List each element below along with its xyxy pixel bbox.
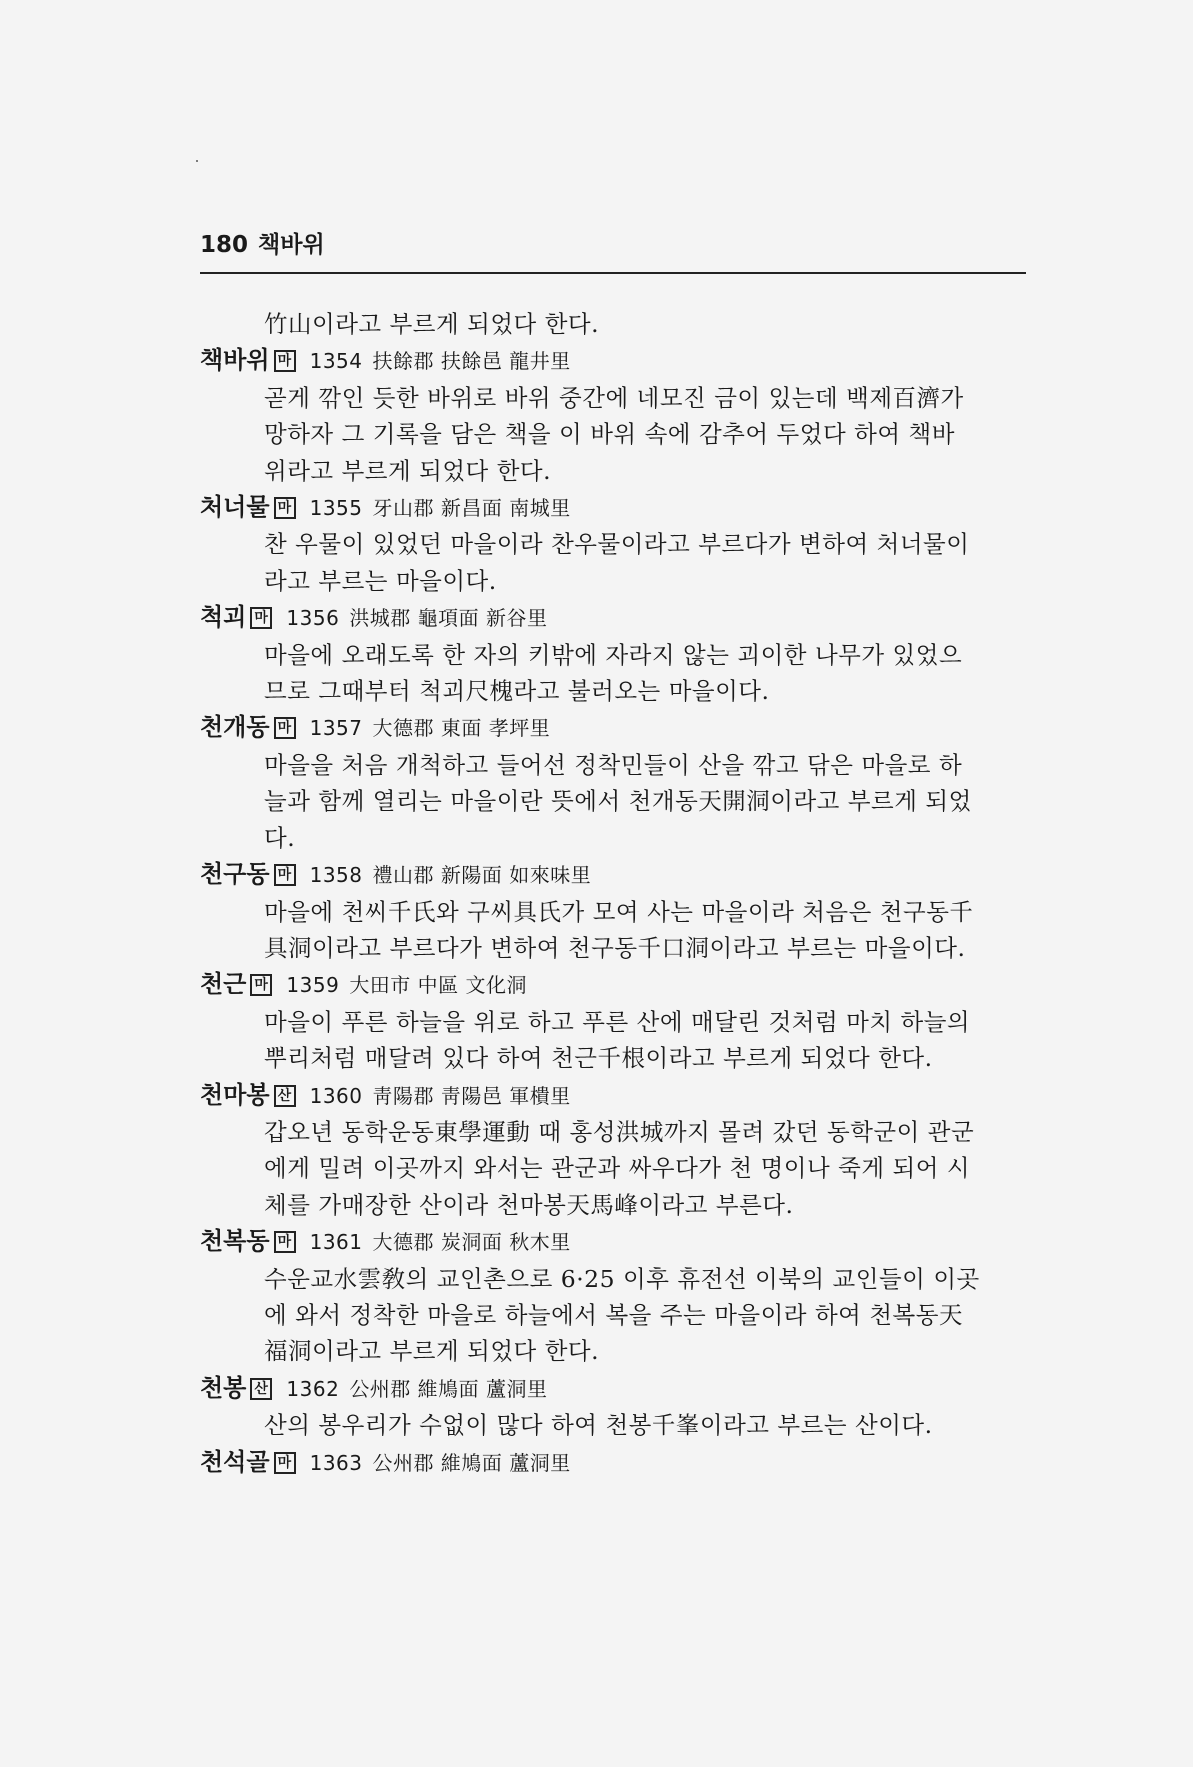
entry-number: 1358	[309, 863, 363, 888]
entry-headword: 처너물	[200, 493, 270, 522]
dictionary-entry	[200, 599, 1040, 709]
entry-number: 1360	[309, 1083, 363, 1108]
entry-heading-line	[200, 1223, 1040, 1260]
entry-number: 1355	[309, 496, 363, 521]
entry-type-tag: 마	[250, 607, 272, 629]
entry-type-tag: 산	[250, 1378, 272, 1400]
dictionary-entry	[200, 342, 1040, 489]
entry-heading-line	[200, 1077, 1040, 1114]
entry-type-tag: 마	[274, 497, 296, 519]
entry-body-line: 福洞이라고 부르게 되었다 한다.	[264, 1337, 600, 1366]
entry-body-line: 찬 우물이 있었던 마을이라 찬우물이라고 부르다가 변하여 처너물이	[264, 530, 970, 559]
entry-number: 1357	[309, 716, 363, 741]
running-title: 책바위	[258, 232, 325, 258]
entry-heading-line	[200, 1370, 1040, 1407]
entry-body-line: 라고 부르는 마을이다.	[264, 566, 497, 595]
entry-address: 公州郡 維鳩面 蘆洞里	[372, 1450, 571, 1475]
entry-type-tag: 마	[274, 1231, 296, 1253]
entry-body-line: 산의 봉우리가 수없이 많다 하여 천봉千峯이라고 부르는 산이다.	[264, 1411, 933, 1440]
dictionary-entry	[200, 709, 1040, 856]
entry-heading-line	[200, 709, 1040, 746]
entry-body-line: 뿌리처럼 매달려 있다 하여 천근千根이라고 부르게 되었다 한다.	[264, 1044, 933, 1073]
page-number: 180	[200, 232, 249, 258]
entry-body-line: 具洞이라고 부르다가 변하여 천구동千口洞이라고 부르는 마을이다.	[264, 933, 966, 962]
entry-headword: 천근	[200, 970, 247, 999]
entry-body-line: 늘과 함께 열리는 마을이란 뜻에서 천개동天開洞이라고 부르게 되었	[264, 787, 972, 816]
entry-heading-line	[200, 966, 1040, 1003]
entry-body-line: 에 와서 정착한 마을로 하늘에서 복을 주는 마을이라 하여 천복동天	[264, 1300, 963, 1329]
dictionary-entry	[200, 856, 1040, 966]
entry-type-tag: 산	[274, 1085, 296, 1107]
entry-heading-line	[200, 342, 1040, 379]
running-header	[200, 226, 1026, 274]
entry-headword: 천마봉	[200, 1080, 270, 1109]
entry-number: 1362	[286, 1376, 340, 1401]
entry-address: 牙山郡 新昌面 南城里	[372, 496, 571, 521]
entry-number: 1359	[286, 973, 340, 998]
entry-heading-line	[200, 599, 1040, 636]
entry-body-line: 에게 밀려 이곳까지 와서는 관군과 싸우다가 천 명이나 죽게 되어 시	[264, 1154, 971, 1183]
entry-headword: 천석골	[200, 1447, 270, 1476]
entry-body-line: 므로 그때부터 척괴尺槐라고 불러오는 마을이다.	[264, 677, 770, 706]
dictionary-entry	[200, 1370, 1040, 1444]
entry-headword: 천구동	[200, 860, 270, 889]
entry-type-tag: 마	[274, 350, 296, 372]
entry-address: 大德郡 炭洞面 秋木里	[372, 1230, 571, 1255]
dictionary-entry	[200, 1077, 1040, 1224]
entry-body-line: 마을을 처음 개척하고 들어선 정착민들이 산을 깎고 닦은 마을로 하	[264, 750, 963, 779]
entry-body-line: 갑오년 동학운동東學運動 때 홍성洪城까지 몰려 갔던 동학군이 관군	[264, 1117, 975, 1146]
entry-headword: 천봉	[200, 1373, 247, 1402]
continuation-line: 竹山이라고 부르게 되었다 한다.	[264, 310, 600, 338]
entry-type-tag: 마	[274, 1452, 296, 1474]
dictionary-entry	[200, 1444, 1040, 1481]
entry-type-tag: 마	[274, 717, 296, 739]
entry-heading-line	[200, 489, 1040, 526]
entry-headword: 척괴	[200, 603, 247, 632]
dictionary-entry	[200, 489, 1040, 599]
entry-body-line: 마을이 푸른 하늘을 위로 하고 푸른 산에 매달린 것처럼 마치 하늘의	[264, 1007, 971, 1036]
entry-headword: 천개동	[200, 713, 270, 742]
entry-body-line: 체를 가매장한 산이라 천마봉天馬峰이라고 부른다.	[264, 1190, 794, 1219]
entry-address: 公州郡 維鳩面 蘆洞里	[349, 1376, 548, 1401]
entry-heading-line	[200, 1444, 1040, 1481]
entry-body-line: 망하자 그 기록을 담은 책을 이 바위 속에 감추어 두었다 하여 책바	[264, 420, 955, 449]
entry-body-line: 다.	[264, 823, 296, 852]
entry-number: 1354	[309, 349, 363, 374]
entry-heading-line	[200, 856, 1040, 893]
entry-number: 1363	[309, 1450, 363, 1475]
entry-headword: 책바위	[200, 346, 270, 375]
entry-body-line: 마을에 오래도록 한 자의 키밖에 자라지 않는 괴이한 나무가 있었으	[264, 640, 963, 669]
entry-type-tag: 마	[274, 864, 296, 886]
print-speck	[196, 160, 198, 162]
entry-address: 禮山郡 新陽面 如來味里	[372, 863, 592, 888]
entry-number: 1356	[286, 606, 340, 631]
entry-list	[200, 306, 1040, 1481]
entry-body-line: 수운교水雲敎의 교인촌으로 6·25 이후 휴전선 이북의 교인들이 이곳	[264, 1264, 980, 1293]
entry-address: 靑陽郡 靑陽邑 軍樻里	[372, 1083, 571, 1108]
entry-body-line: 마을에 천씨千氏와 구씨具氏가 모여 사는 마을이라 처음은 천구동千	[264, 897, 974, 926]
entry-number: 1361	[309, 1230, 363, 1255]
entry-address: 大德郡 東面 孝坪里	[372, 716, 551, 741]
entry-headword: 천복동	[200, 1227, 270, 1256]
entry-type-tag: 마	[250, 974, 272, 996]
entry-address: 大田市 中區 文化洞	[349, 973, 528, 998]
dictionary-entry	[200, 1223, 1040, 1370]
dictionary-entry	[200, 966, 1040, 1076]
entry-address: 洪城郡 龜項面 新谷里	[349, 606, 548, 631]
entry-body-line: 곧게 깎인 듯한 바위로 바위 중간에 네모진 금이 있는데 백제百濟가	[264, 383, 964, 412]
entry-body-line: 위라고 부르게 되었다 한다.	[264, 456, 552, 485]
entry-address: 扶餘郡 扶餘邑 龍井里	[372, 349, 571, 374]
